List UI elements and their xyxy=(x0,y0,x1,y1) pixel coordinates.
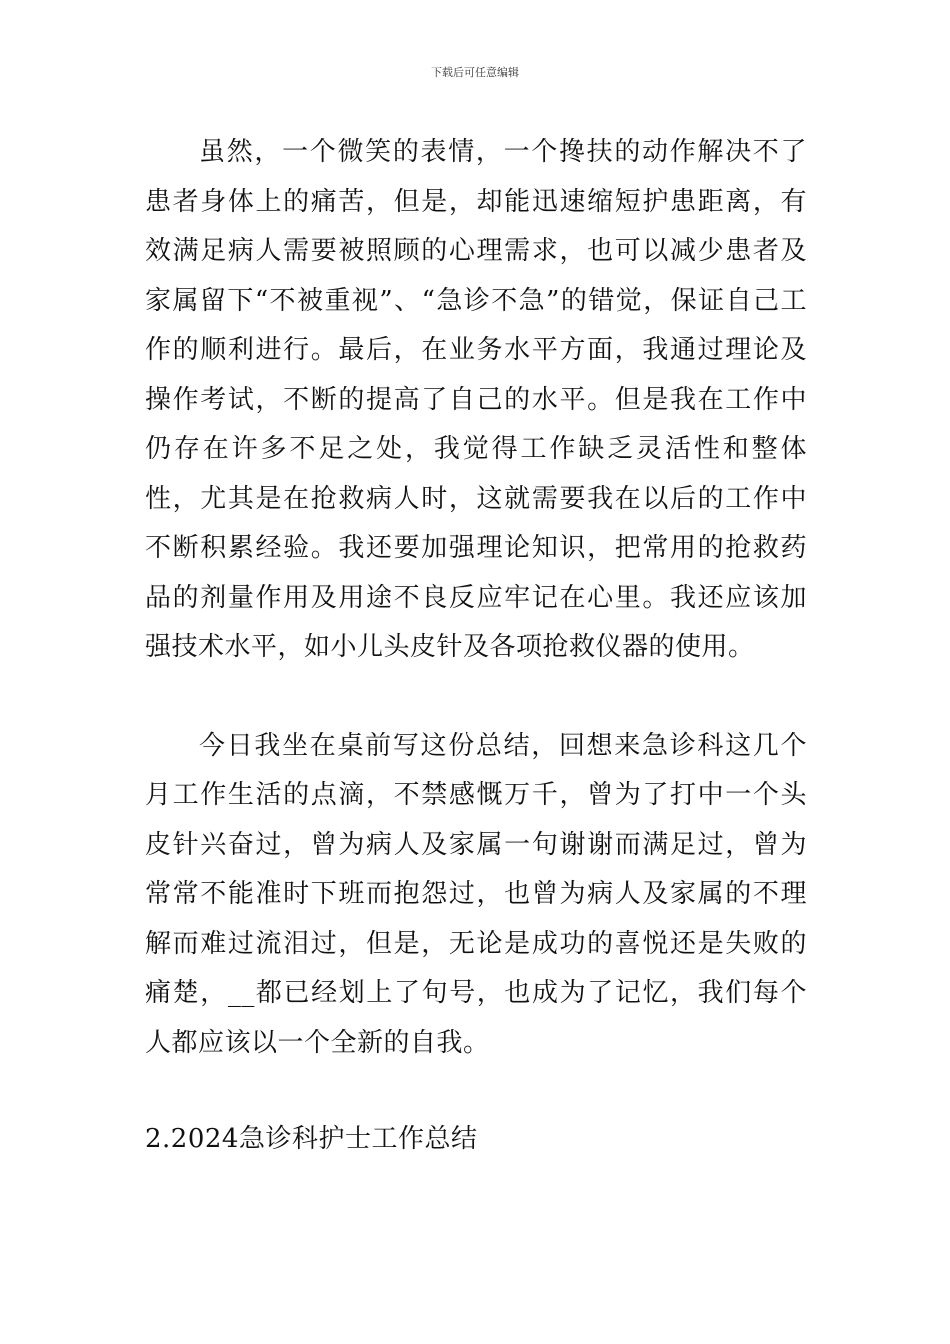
section-heading: 2.2024急诊科护士工作总结 xyxy=(145,1124,478,1154)
body-paragraph-1: 虽然，一个微笑的表情，一个搀扶的动作解决不了患者身体上的痛苦，但是，却能迅速缩短护患距离，有效满足病人需要被照顾的心理需求，也可以减少患者及家属留下“不被重视”、“急诊不急”的错觉，保证自己工作的顺利进行。最后，在业务水平方面，我通过理论及操作考试，不断的提高了自己的水平。但是我在工作中仍存在许多不足之处，我觉得工作缺乏灵活性和整体性，尤其是在抢救病人时，这就需要我在以后的工作中不断积累经验。我还要加强理论知识，把常用的抢救药品的剂量作用及用途不良反应牢记在心里。我还应该加强技术水平，如小儿头皮针及各项抢救仪器的使用。 xyxy=(145,137,807,662)
page-header-note: 下载后可任意编辑 xyxy=(431,66,519,79)
document-body xyxy=(145,128,807,1164)
body-paragraph-2: 今日我坐在桌前写这份总结，回想来急诊科这几个月工作生活的点滴，不禁感慨万千，曾为了打中一个头皮针兴奋过，曾为病人及家属一句谢谢而满足过，曾为常常不能准时下班而抱怨过，也曾为病人及家属的不理解而难过流泪过，但是，无论是成功的喜悦还是失败的痛楚，__都已经划上了句号，也成为了记忆，我们每个人都应该以一个全新的自我。 xyxy=(145,730,807,1058)
